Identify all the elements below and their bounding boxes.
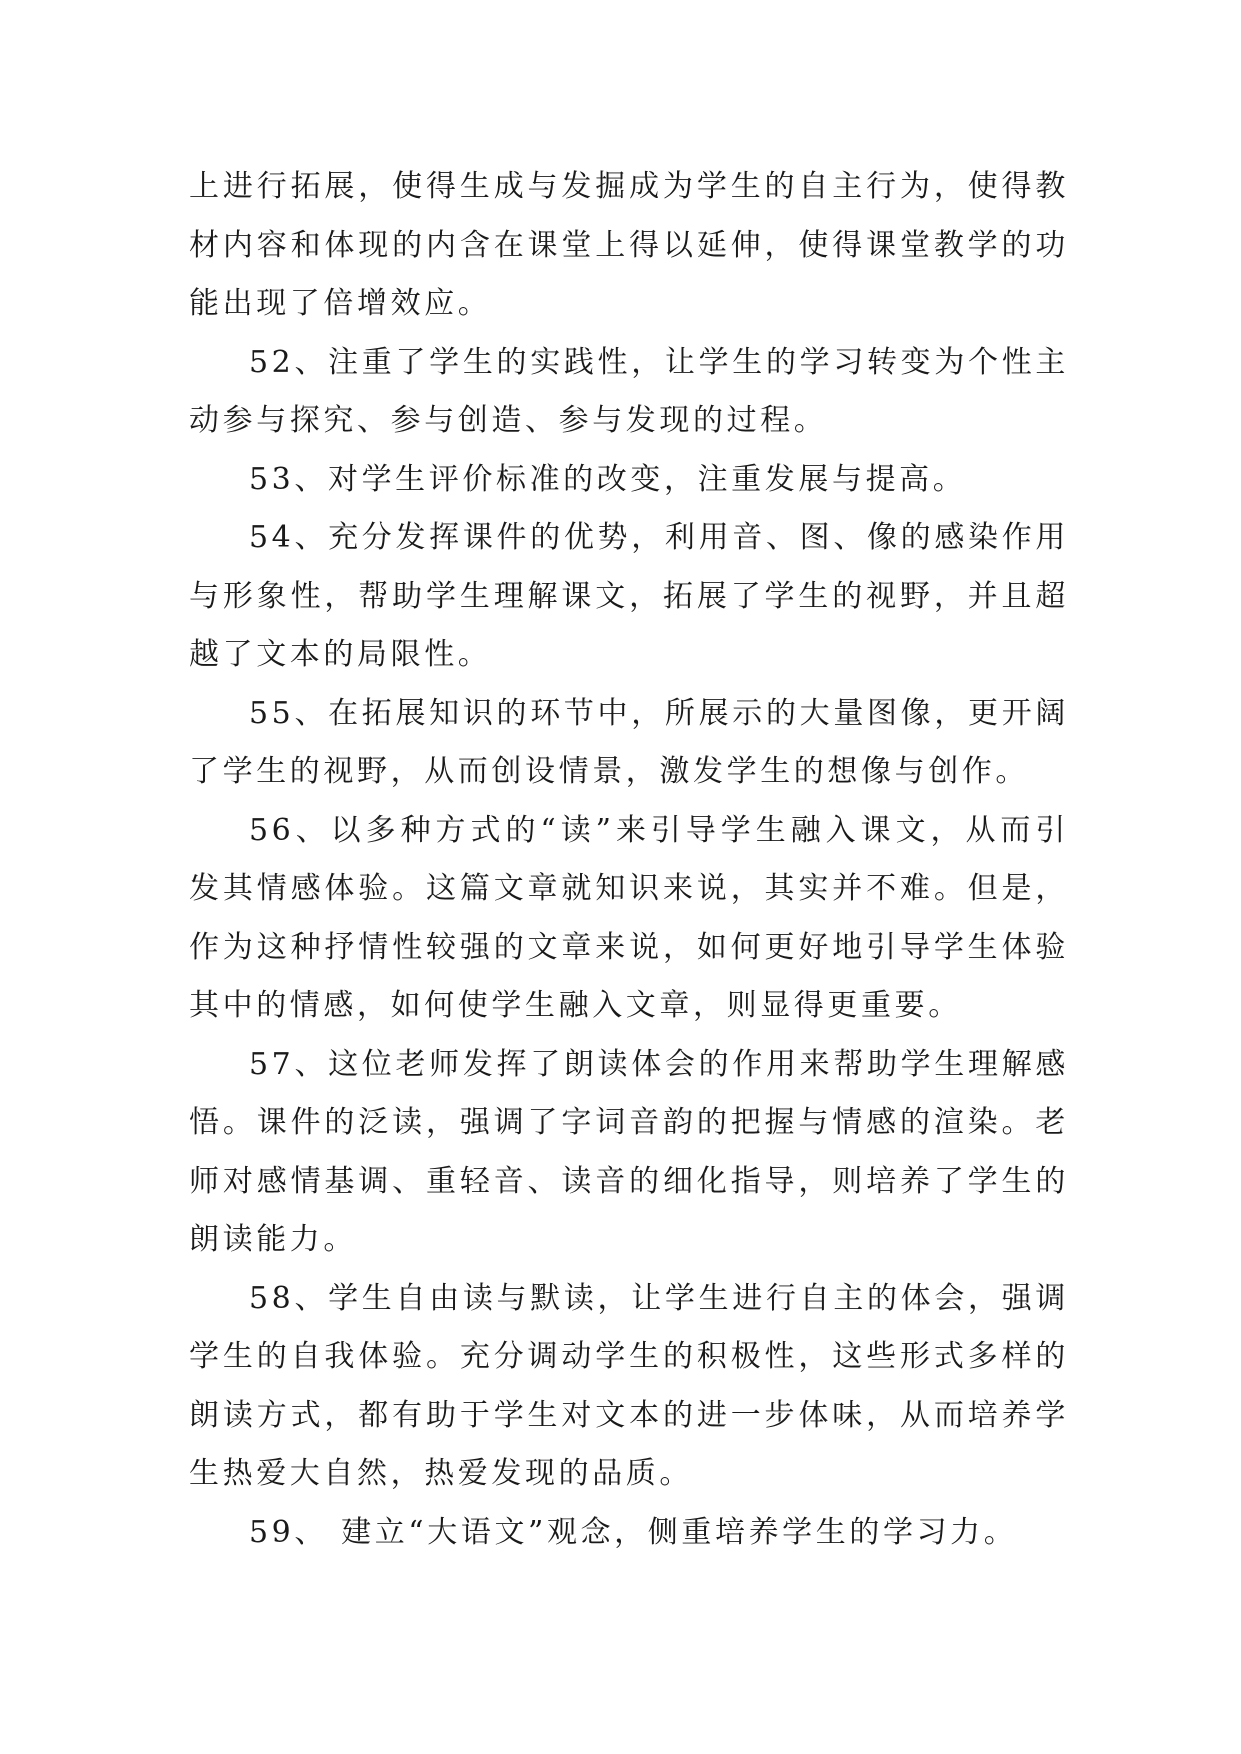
paragraph-53 <box>189 451 1069 510</box>
text-line: 其中的情感，如何使学生融入文章，则显得更重要。 <box>189 988 962 1023</box>
text-line: 53、对学生评价标准的改变，注重发展与提高。 <box>249 461 967 497</box>
text-line: 发其情感体验。这篇文章就知识来说，其实并不难。但是， <box>189 871 1069 906</box>
text-line: 上进行拓展，使得生成与发掘成为学生的自主行为，使得教 <box>189 169 1069 204</box>
text-line: 54、充分发挥课件的优势，利用音、图、像的感染作用 <box>249 520 1069 555</box>
text-line: 59、 建立“大语文”观念，侧重培养学生的学习力。 <box>249 1514 1018 1550</box>
paragraph-52 <box>189 334 1069 451</box>
document-body <box>189 158 1069 1562</box>
text-line: 了学生的视野，从而创设情景，激发学生的想像与创作。 <box>189 754 1029 789</box>
text-line: 58、学生自由读与默读，让学生进行自主的体会，强调 <box>249 1280 1069 1316</box>
text-line: 动参与探究、参与创造、参与发现的过程。 <box>189 403 828 438</box>
text-line: 57、这位老师发挥了朗读体会的作用来帮助学生理解感 <box>249 1046 1069 1082</box>
paragraph-59 <box>189 1504 1069 1563</box>
paragraph-55 <box>189 685 1069 802</box>
text-line: 与形象性，帮助学生理解课文，拓展了学生的视野，并且超 <box>189 578 1069 614</box>
paragraph-58 <box>189 1270 1069 1504</box>
text-line: 作为这种抒情性较强的文章来说，如何更好地引导学生体验 <box>189 929 1069 965</box>
text-line: 师对感情基调、重轻音、读音的细化指导，则培养了学生的 <box>189 1163 1069 1199</box>
text-line: 学生的自我体验。充分调动学生的积极性，这些形式多样的 <box>189 1339 1069 1374</box>
text-line: 生热爱大自然，热爱发现的品质。 <box>189 1456 693 1491</box>
text-line: 越了文本的局限性。 <box>189 637 492 672</box>
text-line: 朗读方式，都有助于学生对文本的进一步体味，从而培养学 <box>189 1397 1069 1433</box>
text-line: 55、在拓展知识的环节中，所展示的大量图像，更开阔 <box>249 695 1069 731</box>
paragraph-continuation <box>189 158 1069 334</box>
text-line: 52、注重了学生的实践性，让学生的学习转变为个性主 <box>249 344 1069 380</box>
paragraph-56 <box>189 802 1069 1036</box>
text-line: 56、以多种方式的“读”来引导学生融入课文，从而引 <box>249 812 1069 848</box>
text-line: 悟。课件的泛读，强调了字词音韵的把握与情感的渲染。老 <box>189 1105 1069 1140</box>
text-line: 朗读能力。 <box>189 1222 357 1257</box>
paragraph-54 <box>189 509 1069 685</box>
paragraph-57 <box>189 1036 1069 1270</box>
text-line: 材内容和体现的内含在课堂上得以延伸，使得课堂教学的功 <box>189 227 1069 263</box>
text-line: 能出现了倍增效应。 <box>189 286 492 321</box>
